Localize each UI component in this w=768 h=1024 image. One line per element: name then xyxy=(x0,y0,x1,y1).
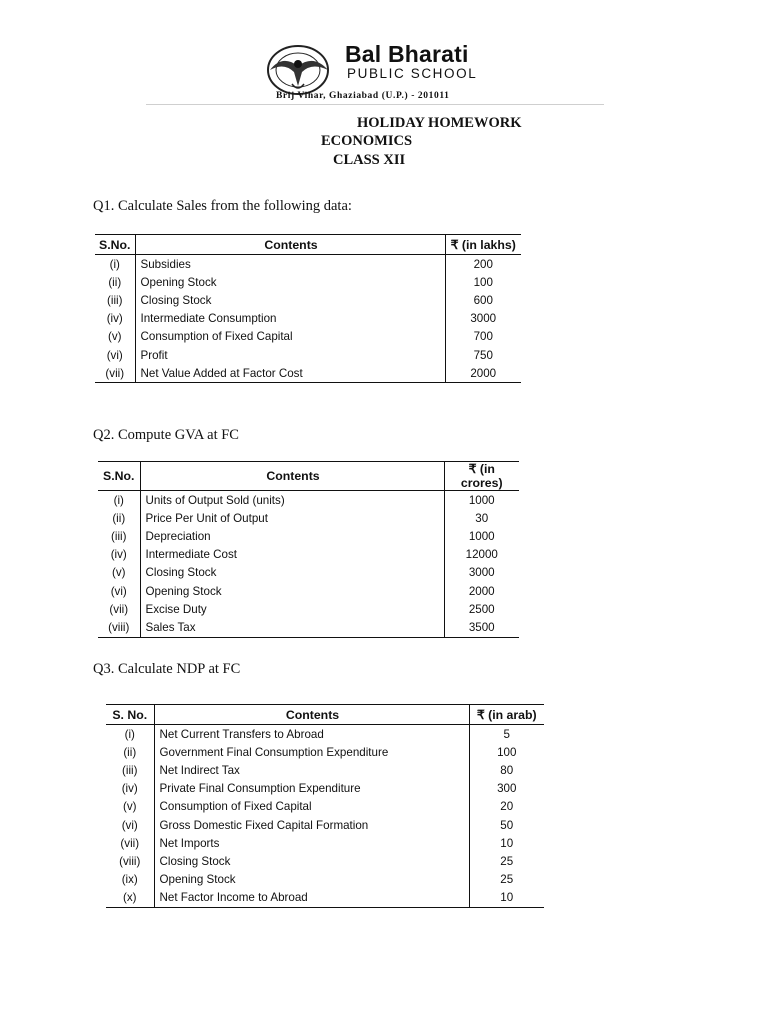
value-cell: 5 xyxy=(503,727,510,741)
table-header-row xyxy=(106,705,544,725)
table-header-row xyxy=(95,235,521,255)
contents-cell: Sales Tax xyxy=(140,618,444,637)
serial-number: (v) xyxy=(106,798,154,816)
question-2: Q2. Compute GVA at FC xyxy=(93,427,239,443)
value-cell: 2500 xyxy=(468,602,495,616)
table-row xyxy=(106,761,544,779)
table-row xyxy=(95,346,521,364)
data-table-q2 xyxy=(98,461,519,638)
table-row xyxy=(106,816,544,834)
value-cell: 3500 xyxy=(444,618,519,637)
value-cell: 50 xyxy=(500,818,514,832)
serial-number: (ii) xyxy=(106,743,154,761)
serial-number: (v) xyxy=(95,328,135,346)
value-cell: 30 xyxy=(475,511,489,525)
table-row xyxy=(106,834,544,852)
header-value: ₹ (in arab) xyxy=(469,705,544,725)
table-row xyxy=(98,564,519,582)
serial-number: (vii) xyxy=(98,600,140,618)
school-subtitle: PUBLIC SCHOOL xyxy=(347,66,478,81)
serial-number: (vii) xyxy=(95,364,135,383)
value-cell: 10 xyxy=(469,889,544,908)
contents-cell: Opening Stock xyxy=(140,582,444,600)
serial-number: (iii) xyxy=(106,761,154,779)
table-row xyxy=(98,582,519,600)
contents-cell: Price Per Unit of Output xyxy=(140,509,444,527)
table-row xyxy=(98,618,519,637)
value-cell: 1000 xyxy=(468,529,495,543)
contents-cell: Gross Domestic Fixed Capital Formation xyxy=(154,816,469,834)
serial-number: (vi) xyxy=(95,346,135,364)
contents-cell: Intermediate Consumption xyxy=(135,310,445,328)
table-row xyxy=(98,546,519,564)
table-row xyxy=(98,600,519,618)
document-title: HOLIDAY HOMEWORK xyxy=(357,115,522,131)
value-cell: 25 xyxy=(500,854,514,868)
contents-cell: Closing Stock xyxy=(140,564,444,582)
table-row xyxy=(95,310,521,328)
value-cell: 80 xyxy=(500,763,514,777)
contents-cell: Units of Output Sold (units) xyxy=(140,491,444,510)
value-cell: 600 xyxy=(473,293,493,307)
contents-cell: Depreciation xyxy=(140,527,444,545)
serial-number: (ix) xyxy=(106,871,154,889)
serial-number: (v) xyxy=(98,564,140,582)
table-row xyxy=(106,725,544,744)
serial-number: (i) xyxy=(98,491,140,510)
contents-cell: Net Factor Income to Abroad xyxy=(154,889,469,908)
header-divider xyxy=(146,104,604,105)
contents-cell: Intermediate Cost xyxy=(140,546,444,564)
contents-cell: Excise Duty xyxy=(140,600,444,618)
contents-cell: Net Indirect Tax xyxy=(154,761,469,779)
table-row xyxy=(106,889,544,908)
serial-number: (ii) xyxy=(95,273,135,291)
value-cell: 200 xyxy=(473,257,493,271)
table-row xyxy=(106,780,544,798)
contents-cell: Profit xyxy=(135,346,445,364)
serial-number: (viii) xyxy=(106,852,154,870)
table-row xyxy=(106,871,544,889)
question-1: Q1. Calculate Sales from the following data: xyxy=(93,198,352,214)
header-value: ₹ (in crores) xyxy=(444,462,519,491)
table-row xyxy=(106,852,544,870)
contents-cell: Subsidies xyxy=(135,255,445,274)
value-cell: 700 xyxy=(473,330,493,344)
serial-number: (x) xyxy=(106,889,154,908)
contents-cell: Private Final Consumption Expenditure xyxy=(154,780,469,798)
table-row xyxy=(95,328,521,346)
serial-number: (vi) xyxy=(98,582,140,600)
header-contents: Contents xyxy=(140,462,444,491)
serial-number: (vi) xyxy=(106,816,154,834)
contents-cell: Opening Stock xyxy=(135,273,445,291)
data-table-q3 xyxy=(106,704,544,908)
serial-number: (i) xyxy=(95,255,135,274)
subject-heading: ECONOMICS xyxy=(321,133,413,149)
table-row xyxy=(98,509,519,527)
table-row xyxy=(95,291,521,309)
value-cell: 3000 xyxy=(468,566,495,580)
serial-number: (iv) xyxy=(106,780,154,798)
school-name: Bal Bharati xyxy=(345,41,469,67)
value-cell: 2000 xyxy=(468,584,495,598)
value-cell: 1000 xyxy=(468,493,495,507)
contents-cell: Government Final Consumption Expenditure xyxy=(154,743,469,761)
header-sno: S. No. xyxy=(106,705,154,725)
data-table-q1 xyxy=(95,234,521,383)
value-cell: 100 xyxy=(473,275,493,289)
table-row xyxy=(95,255,521,274)
serial-number: (iii) xyxy=(95,291,135,309)
contents-cell: Closing Stock xyxy=(154,852,469,870)
serial-number: (iii) xyxy=(98,527,140,545)
value-cell: 10 xyxy=(500,836,514,850)
contents-cell: Closing Stock xyxy=(135,291,445,309)
value-cell: 300 xyxy=(497,782,517,796)
value-cell: 20 xyxy=(500,800,514,814)
table-row xyxy=(95,273,521,291)
table-row xyxy=(98,491,519,510)
contents-cell: Net Current Transfers to Abroad xyxy=(154,725,469,744)
header-sno: S.No. xyxy=(95,235,135,255)
table-row xyxy=(106,798,544,816)
serial-number: (ii) xyxy=(98,509,140,527)
table-header-row xyxy=(98,462,519,491)
value-cell: 750 xyxy=(473,348,493,362)
value-cell: 3000 xyxy=(470,312,497,326)
value-cell: 2000 xyxy=(445,364,521,383)
table-row xyxy=(106,743,544,761)
value-cell: 100 xyxy=(497,745,517,759)
contents-cell: Net Value Added at Factor Cost xyxy=(135,364,445,383)
question-3: Q3. Calculate NDP at FC xyxy=(93,661,241,677)
serial-number: (vii) xyxy=(106,834,154,852)
table-row xyxy=(95,364,521,383)
serial-number: (viii) xyxy=(98,618,140,637)
header-value: ₹ (in lakhs) xyxy=(445,235,521,255)
serial-number: (i) xyxy=(106,725,154,744)
header-contents: Contents xyxy=(135,235,445,255)
table-row xyxy=(98,527,519,545)
header-sno: S.No. xyxy=(98,462,140,491)
value-cell: 25 xyxy=(500,873,514,887)
contents-cell: Consumption of Fixed Capital xyxy=(135,328,445,346)
contents-cell: Net Imports xyxy=(154,834,469,852)
class-heading: CLASS XII xyxy=(333,152,406,168)
header-contents: Contents xyxy=(154,705,469,725)
serial-number: (iv) xyxy=(95,310,135,328)
contents-cell: Consumption of Fixed Capital xyxy=(154,798,469,816)
contents-cell: Opening Stock xyxy=(154,871,469,889)
serial-number: (iv) xyxy=(98,546,140,564)
school-address: Brij Vihar, Ghaziabad (U.P.) - 201011 xyxy=(276,91,450,101)
value-cell: 12000 xyxy=(465,548,498,562)
